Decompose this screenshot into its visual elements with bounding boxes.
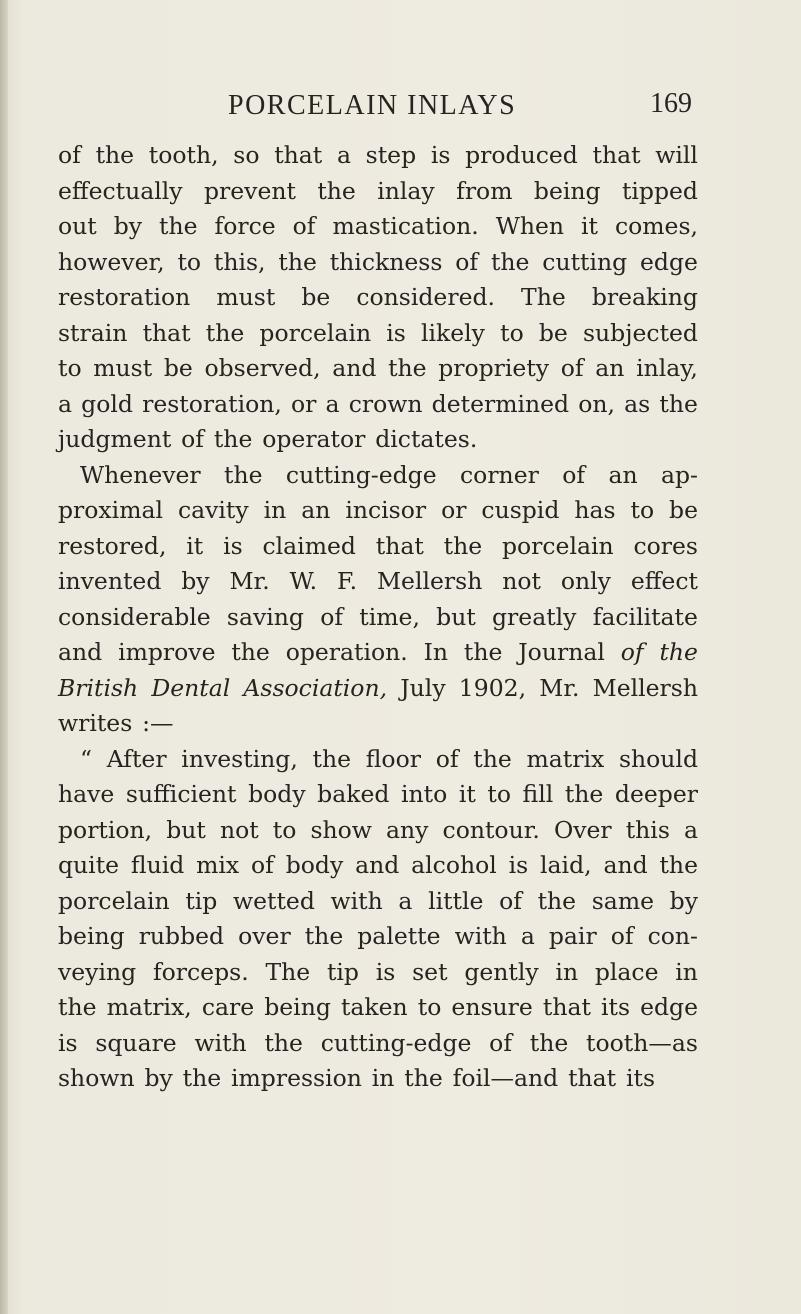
word: of — [560, 354, 584, 382]
word: a — [58, 389, 73, 418]
word: in — [263, 496, 287, 524]
text-line — [58, 529, 698, 565]
word: only — [560, 567, 611, 595]
word: effectually — [58, 176, 183, 205]
word: crown — [348, 389, 423, 418]
word: the — [224, 460, 263, 489]
word: facilitate — [592, 602, 698, 631]
word: by — [144, 1064, 173, 1092]
word: with — [330, 886, 383, 915]
word: propriety — [438, 354, 550, 382]
word: so — [233, 141, 260, 169]
word: of — [181, 425, 204, 453]
word: the — [213, 425, 253, 453]
word: this, — [213, 247, 266, 276]
word: sufficient — [125, 780, 237, 808]
word: foil—and — [452, 1064, 559, 1092]
word: the — [312, 744, 352, 773]
word: Mr. — [539, 673, 580, 702]
word: step — [365, 141, 417, 169]
word: any — [386, 815, 429, 844]
text-line — [58, 706, 698, 742]
word: of — [562, 460, 586, 489]
word: care — [201, 993, 255, 1021]
word: its — [600, 993, 631, 1021]
word: edge — [640, 247, 698, 276]
word: a — [520, 922, 535, 950]
word: considerable — [58, 602, 211, 631]
word: veying — [58, 957, 137, 986]
word: of — [499, 886, 522, 915]
word: in — [675, 957, 698, 986]
word: of — [320, 602, 344, 631]
text-line — [58, 174, 698, 210]
word: cutting-edge — [320, 1028, 472, 1057]
word: the — [490, 247, 530, 276]
text-line — [58, 777, 698, 813]
text-line — [58, 884, 698, 920]
word: the — [564, 780, 604, 808]
word: cutting-edge — [285, 460, 437, 489]
word: of — [455, 247, 479, 276]
word: taken — [340, 993, 408, 1021]
word: judgment — [58, 425, 172, 453]
word: with — [454, 922, 507, 950]
word: the — [231, 638, 270, 666]
word: Whenever — [80, 460, 201, 489]
word: of — [489, 1028, 513, 1057]
running-head-title: PORCELAIN INLAYS — [228, 90, 517, 121]
text-line — [58, 635, 698, 671]
word: but — [436, 602, 476, 631]
word: strain — [58, 318, 128, 347]
body-text — [58, 138, 698, 1097]
word: not — [502, 567, 541, 595]
word: a — [336, 141, 351, 169]
word: by — [181, 567, 210, 595]
word: is — [58, 1028, 78, 1057]
word: out — [58, 212, 97, 240]
word: greatly — [492, 602, 577, 631]
word: proximal — [58, 496, 164, 524]
word: porcelain — [259, 318, 372, 347]
word: gently — [464, 957, 539, 986]
word: it — [186, 531, 204, 560]
word: tip — [326, 957, 359, 986]
word: have — [58, 780, 115, 808]
word: investing, — [181, 744, 298, 773]
word: square — [95, 1028, 177, 1057]
word: is — [386, 318, 406, 347]
word: breaking — [591, 283, 698, 311]
word: improve — [118, 638, 216, 666]
text-line — [58, 245, 698, 281]
word: to — [177, 247, 202, 276]
word: fill — [522, 780, 554, 808]
word: with — [194, 1028, 247, 1057]
word: writes — [58, 709, 133, 737]
word: over — [238, 922, 291, 950]
word: British — [58, 673, 139, 702]
word: to — [417, 993, 442, 1021]
word: place — [594, 957, 659, 986]
text-line — [58, 280, 698, 316]
word: of — [251, 851, 274, 879]
text-line — [58, 351, 698, 387]
word: and — [332, 354, 377, 382]
word: same — [591, 886, 655, 915]
word: an — [595, 354, 625, 382]
word: little — [428, 886, 484, 915]
word: Mr. — [229, 567, 270, 595]
word: tooth—as — [586, 1028, 698, 1057]
word: restored, — [58, 531, 167, 560]
word: of — [435, 744, 459, 773]
word: the — [404, 1064, 443, 1092]
word: in — [555, 957, 579, 986]
word: by — [113, 212, 143, 240]
word: In — [423, 638, 449, 666]
word: is — [223, 531, 243, 560]
word: matrix, — [106, 993, 192, 1021]
text-line — [58, 848, 698, 884]
word: must — [93, 354, 153, 382]
word: determined — [431, 389, 570, 418]
word: the — [304, 922, 344, 950]
word: Mellersh — [377, 567, 483, 595]
word: contour. — [442, 815, 540, 844]
word: produced — [465, 141, 578, 169]
word: the — [278, 247, 317, 276]
word: Mellersh — [592, 673, 698, 702]
word: into — [401, 780, 448, 808]
text-line — [58, 990, 698, 1026]
word: it — [458, 780, 476, 808]
word: matrix — [526, 744, 605, 773]
word: claimed — [262, 531, 356, 560]
word: set — [412, 957, 448, 986]
text-line — [58, 316, 698, 352]
word: the — [473, 744, 512, 773]
word: ap- — [660, 460, 698, 489]
word: restoration — [58, 283, 191, 311]
word: baked — [317, 780, 390, 808]
word: that — [592, 141, 641, 169]
word: W. — [289, 567, 318, 595]
word: of — [58, 141, 81, 169]
text-line — [58, 458, 698, 494]
word: shown — [58, 1064, 135, 1092]
word: Dental — [151, 673, 231, 702]
word: an — [608, 460, 638, 489]
word: body — [248, 780, 306, 808]
text-line — [58, 564, 698, 600]
word: that — [542, 993, 591, 1021]
word: from — [456, 176, 513, 205]
word: of — [620, 638, 644, 666]
word: being — [264, 993, 331, 1021]
page-number: 169 — [650, 88, 692, 119]
word: the — [659, 389, 698, 418]
word: the — [182, 1064, 222, 1092]
word: the — [529, 1028, 569, 1057]
word: forceps. — [152, 957, 249, 986]
word: Over — [553, 815, 612, 844]
word: The — [265, 957, 311, 986]
running-head — [62, 90, 692, 130]
word: as — [624, 389, 651, 418]
word: the — [159, 212, 198, 240]
word: thickness — [329, 247, 443, 276]
word: pair — [548, 922, 597, 950]
word: When — [495, 212, 565, 240]
word: cores — [633, 531, 698, 560]
word: the — [659, 851, 698, 879]
word: inlay — [377, 176, 435, 205]
word: or — [291, 389, 317, 418]
text-line — [58, 671, 698, 707]
word: subjected — [582, 318, 698, 347]
word: on, — [578, 389, 616, 418]
word: mastication. — [332, 212, 479, 240]
word: deeper — [614, 780, 698, 808]
word: invented — [58, 567, 162, 595]
word: impression — [231, 1064, 362, 1092]
word: likely — [420, 318, 485, 347]
word: the — [317, 176, 356, 205]
word: to — [487, 780, 511, 808]
text-line — [58, 600, 698, 636]
word: be — [301, 283, 331, 311]
word: the — [95, 141, 135, 169]
word: laid, — [540, 851, 592, 879]
word: that — [568, 1064, 617, 1092]
word: restoration, — [142, 389, 282, 418]
word: dictates. — [375, 425, 478, 453]
word: floor — [365, 744, 421, 773]
word: this — [625, 815, 670, 844]
word: saving — [226, 602, 304, 631]
word: being — [58, 922, 125, 950]
word: the — [388, 354, 427, 382]
word: its — [625, 1064, 656, 1092]
word: a — [325, 389, 340, 418]
word: considered. — [356, 283, 495, 311]
word: the — [463, 638, 503, 666]
word: of — [292, 212, 316, 240]
word: it — [581, 212, 598, 240]
word: tipped — [621, 176, 698, 205]
word: corner — [460, 460, 539, 489]
word: operator — [262, 425, 366, 453]
word: fluid — [130, 851, 185, 879]
word: Association, — [243, 673, 388, 702]
word: observed, — [204, 354, 321, 382]
word: a — [683, 815, 698, 844]
word: cuspid — [481, 496, 560, 524]
word: and — [355, 851, 400, 879]
word: F. — [336, 567, 358, 595]
text-line — [58, 493, 698, 529]
page-gutter — [0, 0, 8, 1314]
text-line — [58, 1061, 698, 1097]
word: portion, — [58, 815, 153, 844]
word: con- — [647, 922, 698, 950]
word: 1902, — [458, 673, 527, 702]
word: ensure — [451, 993, 533, 1021]
word: tooth, — [148, 141, 219, 169]
word: must — [216, 283, 276, 311]
text-line — [58, 919, 698, 955]
word: quite — [58, 851, 120, 879]
word: alcohol — [411, 851, 497, 879]
text-line — [58, 742, 698, 778]
text-line — [58, 422, 698, 458]
word: comes, — [614, 212, 698, 240]
word: the — [443, 531, 483, 560]
word: should — [618, 744, 698, 773]
word: by — [669, 886, 698, 915]
word: to — [58, 354, 82, 382]
word: however, — [58, 247, 165, 276]
word: and — [58, 638, 103, 666]
word: the — [264, 1028, 303, 1057]
word: July — [400, 673, 446, 702]
word: not — [219, 815, 259, 844]
word: the — [58, 993, 97, 1021]
text-line — [58, 387, 698, 423]
word: prevent — [203, 176, 296, 205]
word: “ — [80, 744, 93, 773]
word: show — [310, 815, 372, 844]
word: gold — [81, 389, 133, 418]
word: in — [371, 1064, 395, 1092]
word: of — [610, 922, 634, 950]
word: the — [659, 638, 698, 666]
word: effect — [630, 567, 698, 595]
text-line — [58, 955, 698, 991]
word: be — [538, 318, 568, 347]
word: has — [574, 496, 616, 524]
word: The — [521, 283, 566, 311]
word: tip — [185, 886, 218, 915]
word: rubbed — [138, 922, 225, 950]
word: is — [430, 141, 451, 169]
word: and — [603, 851, 648, 879]
word: to — [500, 318, 524, 347]
text-line — [58, 1026, 698, 1062]
word: to — [272, 815, 297, 844]
word: cavity — [177, 496, 249, 524]
word: is — [375, 957, 396, 986]
word: cutting — [542, 247, 628, 276]
word: is — [508, 851, 529, 879]
word: that — [375, 531, 424, 560]
word: porcelain — [58, 886, 170, 915]
word: the — [537, 886, 577, 915]
word: an — [301, 496, 331, 524]
word: a — [398, 886, 413, 915]
word: be — [669, 496, 698, 524]
word: mix — [196, 851, 240, 879]
word: wetted — [233, 886, 315, 915]
word: Journal — [518, 638, 605, 666]
text-line — [58, 813, 698, 849]
word: incisor — [345, 496, 427, 524]
word: be — [163, 354, 193, 382]
word: that — [142, 318, 191, 347]
word: edge — [640, 993, 698, 1021]
word: will — [655, 141, 698, 169]
word: After — [106, 744, 167, 773]
text-line — [58, 209, 698, 245]
word: body — [285, 851, 344, 879]
word: operation. — [285, 638, 408, 666]
word: inlay, — [636, 354, 698, 382]
word: being — [533, 176, 601, 205]
word: but — [166, 815, 206, 844]
word: porcelain — [501, 531, 614, 560]
word: :— — [142, 709, 174, 737]
word: palette — [357, 922, 441, 950]
word: time, — [359, 602, 420, 631]
word: the — [205, 318, 245, 347]
word: force — [214, 212, 276, 240]
text-line — [58, 138, 698, 174]
word: that — [274, 141, 323, 169]
word: to — [630, 496, 655, 524]
word: or — [441, 496, 467, 524]
